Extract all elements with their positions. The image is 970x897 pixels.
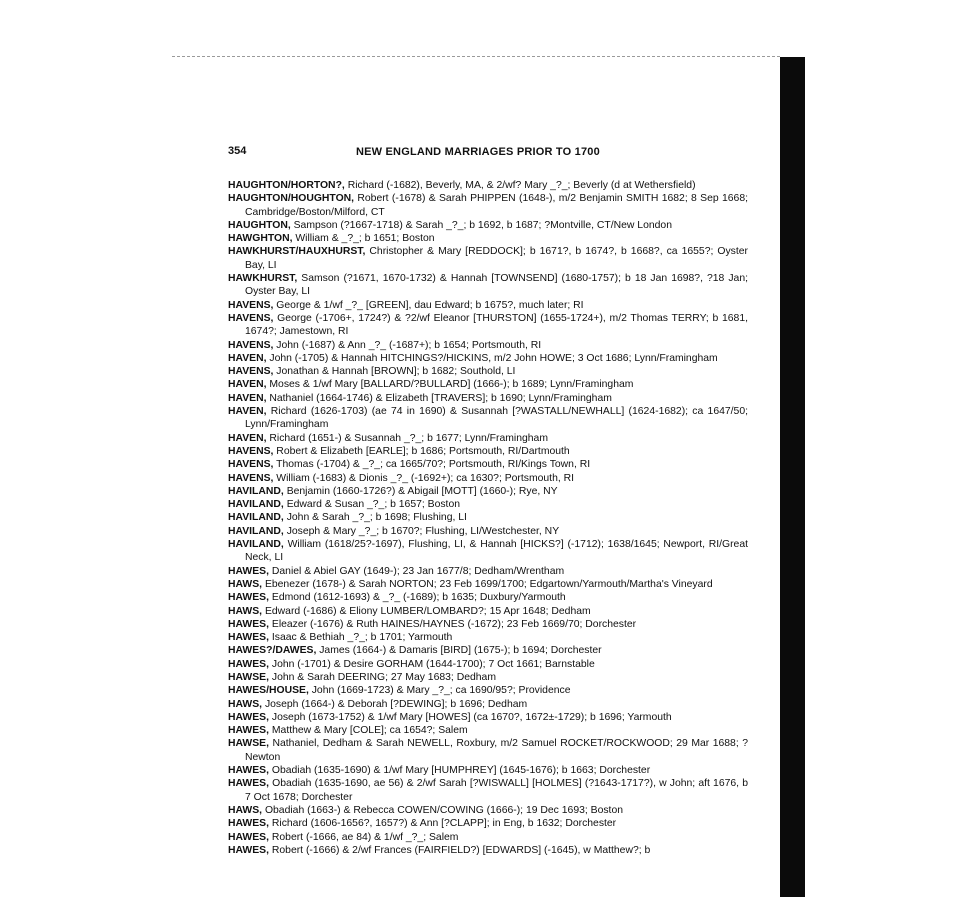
marriage-entry [228, 498, 748, 511]
marriage-entry [228, 405, 748, 432]
entry-surname: HAWES, [228, 592, 269, 604]
marriage-entry [228, 192, 748, 219]
entry-surname: HAVILAND, [228, 499, 284, 511]
entry-text: John (-1705) & Hannah HITCHINGS?/HICKINS, m/2 John HOWE; 3 Oct 1686; Lynn/Framingham [266, 352, 718, 364]
entry-surname: HAWES, [228, 725, 269, 737]
marriage-entry [228, 605, 748, 618]
entry-text: Edward (-1686) & Eliony LUMBER/LOMBARD?; 15 Apr 1648; Dedham [262, 605, 591, 617]
marriage-entry [228, 232, 748, 245]
marriage-entry [228, 245, 748, 272]
marriage-entry [228, 432, 748, 445]
marriage-entries [228, 179, 748, 857]
entry-surname: HAVENS, [228, 459, 274, 471]
scan-edge-shadow [780, 57, 805, 897]
entry-surname: HAWES, [228, 632, 269, 644]
marriage-entry [228, 737, 748, 764]
marriage-entry [228, 179, 748, 192]
marriage-entry [228, 392, 748, 405]
entry-text: Richard (1626-1703) (ae 74 in 1690) & Susannah [?WASTALL/NEWHALL] (1624-1682); ca 1647/50; Lynn/Framingham [245, 406, 748, 431]
entry-surname: HAWES, [228, 618, 269, 630]
entry-text: Nathaniel, Dedham & Sarah NEWELL, Roxbury, m/2 Samuel ROCKET/ROCKWOOD; 29 Mar 1688; ?Newton [245, 738, 748, 763]
entry-text: Robert (-1666, ae 84) & 1/wf _?_; Salem [269, 831, 459, 843]
entry-text: Robert (-1666) & 2/wf Frances (FAIRFIELD?) [EDWARDS] (-1645), w Matthew?; b [269, 844, 651, 856]
entry-surname: HAUGHTON, [228, 219, 291, 231]
entry-text: Joseph (1664-) & Deborah [?DEWING]; b 1696; Dedham [262, 698, 528, 710]
entry-surname: HAWES, [228, 565, 269, 577]
entry-text: Obadiah (1635-1690) & 1/wf Mary [HUMPHREY] (1645-1676); b 1663; Dorchester [269, 765, 651, 777]
entry-surname: HAVEN, [228, 432, 267, 444]
marriage-entry [228, 591, 748, 604]
entry-text: Isaac & Bethiah _?_; b 1701; Yarmouth [269, 632, 453, 644]
marriage-entry [228, 831, 748, 844]
marriage-entry [228, 644, 748, 657]
entry-text: Edward & Susan _?_; b 1657; Boston [283, 499, 460, 511]
entry-surname: HAVILAND, [228, 539, 284, 551]
marriage-entry [228, 578, 748, 591]
entry-surname: HAWS, [228, 804, 263, 816]
entry-text: Benjamin (1660-1726?) & Abigail [MOTT] (1660-); Rye, NY [283, 485, 558, 497]
entry-surname: HAWS, [228, 578, 263, 590]
marriage-entry [228, 472, 748, 485]
entry-surname: HAVILAND, [228, 485, 284, 497]
entry-surname: HAVEN, [228, 392, 267, 404]
entry-text: Eleazer (-1676) & Ruth HAINES/HAYNES (-1672); 23 Feb 1669/70; Dorchester [269, 618, 637, 630]
marriage-entry [228, 565, 748, 578]
entry-text: Richard (-1682), Beverly, MA, & 2/wf? Mary _?_; Beverly (d at Wethersfield) [344, 180, 696, 191]
marriage-entry [228, 631, 748, 644]
entry-text: Joseph (1673-1752) & 1/wf Mary [HOWES] (ca 1670?, 1672±-1729); b 1696; Yarmouth [269, 711, 672, 723]
marriage-entry [228, 352, 748, 365]
entry-surname: HAWES/HOUSE, [228, 685, 309, 697]
entry-text: Joseph & Mary _?_; b 1670?; Flushing, LI/Westchester, NY [283, 525, 560, 537]
entry-text: Ebenezer (1678-) & Sarah NORTON; 23 Feb 1699/1700; Edgartown/Yarmouth/Martha's Vineyard [262, 578, 713, 590]
entry-text: John (-1701) & Desire GORHAM (1644-1700); 7 Oct 1661; Barnstable [269, 658, 595, 670]
entry-text: William (1618/25?-1697), Flushing, LI, & Hannah [HICKS?] (-1712); 1638/1645; Newport, RI/Great Neck, LI [245, 539, 748, 564]
entry-text: Richard (1606-1656?, 1657?) & Ann [?CLAPP]; in Eng, b 1632; Dorchester [269, 818, 617, 830]
entry-surname: HAWES?/DAWES, [228, 645, 317, 657]
entry-surname: HAVILAND, [228, 525, 284, 537]
entry-text: Sampson (?1667-1718) & Sarah _?_; b 1692, b 1687; ?Montville, CT/New London [290, 219, 672, 231]
marriage-entry [228, 365, 748, 378]
entry-surname: HAVENS, [228, 339, 274, 351]
entry-surname: HAWKHURST/HAUXHURST, [228, 246, 366, 258]
marriage-entry [228, 339, 748, 352]
marriage-entry [228, 711, 748, 724]
marriage-entry [228, 525, 748, 538]
marriage-entry [228, 804, 748, 817]
marriage-entry [228, 618, 748, 631]
entry-text: Christopher & Mary [REDDOCK]; b 1671?, b 1674?, b 1668?, ca 1655?; Oyster Bay, LI [245, 246, 748, 271]
entry-surname: HAVEN, [228, 352, 267, 364]
entry-text: John (-1687) & Ann _?_ (-1687+); b 1654; Portsmouth, RI [273, 339, 542, 351]
marriage-entry [228, 698, 748, 711]
marriage-entry [228, 764, 748, 777]
marriage-entry [228, 817, 748, 830]
entry-surname: HAVENS, [228, 299, 274, 311]
entry-text: Edmond (1612-1693) & _?_ (-1689); b 1635; Duxbury/Yarmouth [269, 592, 566, 604]
entry-text: George & 1/wf _?_ [GREEN], dau Edward; b 1675?, much later; RI [273, 299, 584, 311]
entry-surname: HAWSE, [228, 671, 269, 683]
marriage-entry [228, 724, 748, 737]
entry-text: George (-1706+, 1724?) & ?2/wf Eleanor [THURSTON] (1655-1724+), m/2 Thomas TERRY; b 1681, 1674?; Jamestown, RI [245, 312, 748, 338]
marriage-entry [228, 445, 748, 458]
entry-surname: HAVEN, [228, 379, 267, 391]
page-header [228, 143, 748, 163]
entry-surname: HAWES, [228, 844, 269, 856]
entry-surname: HAUGHTON/HOUGHTON, [228, 193, 355, 205]
marriage-entry [228, 684, 748, 697]
entry-text: William & _?_; b 1651; Boston [292, 233, 435, 245]
page-title: NEW ENGLAND MARRIAGES PRIOR TO 1700 [356, 146, 600, 158]
entry-surname: HAWES, [228, 765, 269, 777]
entry-text: Obadiah (1663-) & Rebecca COWEN/COWING (1666-); 19 Dec 1693; Boston [262, 804, 624, 816]
entry-text: Nathaniel (1664-1746) & Elizabeth [TRAVERS]; b 1690; Lynn/Framingham [266, 392, 612, 404]
entry-text: Robert (-1678) & Sarah PHIPPEN (1648-), m/2 Benjamin SMITH 1682; 8 Sep 1668; Cambridge/Boston/Milford, CT [245, 193, 748, 218]
entry-surname: HAWES, [228, 778, 269, 790]
entry-text: Samson (?1671, 1670-1732) & Hannah [TOWNSEND] (1680-1757); b 18 Jan 1698?, ?18 Jan; Oyster Bay, LI [245, 273, 748, 298]
marriage-entry [228, 272, 748, 299]
entry-surname: HAVENS, [228, 366, 274, 378]
entry-text: Richard (1651-) & Susannah _?_; b 1677; Lynn/Framingham [266, 432, 548, 444]
entry-surname: HAWS, [228, 605, 263, 617]
entry-surname: HAWES, [228, 831, 269, 843]
page-number: 354 [228, 145, 247, 157]
entry-text: James (1664-) & Damaris [BIRD] (1675-); b 1694; Dorchester [316, 645, 602, 657]
marriage-entry [228, 312, 748, 339]
marriage-entry [228, 485, 748, 498]
marriage-entry [228, 658, 748, 671]
entry-text: John & Sarah _?_; b 1698; Flushing, LI [283, 512, 467, 524]
entry-surname: HAWES, [228, 711, 269, 723]
entry-text: Daniel & Abiel GAY (1649-); 23 Jan 1677/8; Dedham/Wrentham [269, 565, 565, 577]
marriage-entry [228, 671, 748, 684]
entry-surname: HAVENS, [228, 312, 274, 324]
entry-text: Matthew & Mary [COLE]; ca 1654?; Salem [269, 725, 468, 737]
entry-text: Moses & 1/wf Mary [BALLARD/?BULLARD] (1666-); b 1689; Lynn/Framingham [266, 379, 634, 391]
entry-surname: HAWS, [228, 698, 263, 710]
entry-surname: HAVILAND, [228, 512, 284, 524]
marriage-entry [228, 538, 748, 565]
marriage-entry [228, 378, 748, 391]
marriage-entry [228, 299, 748, 312]
entry-surname: HAWGHTON, [228, 233, 293, 245]
entry-text: Obadiah (1635-1690, ae 56) & 2/wf Sarah [?WISWALL] [HOLMES] (?1643-1717?), w John; aft 1676, b 7 Oct 1678; Dorchester [245, 778, 748, 803]
marriage-entry [228, 219, 748, 232]
entry-surname: HAWES, [228, 658, 269, 670]
entry-text: William (-1683) & Dionis _?_ (-1692+); ca 1630?; Portsmouth, RI [273, 472, 575, 484]
entry-text: John & Sarah DEERING; 27 May 1683; Dedham [269, 671, 496, 683]
entry-surname: HAVEN, [228, 406, 267, 418]
marriage-entry [228, 844, 748, 857]
document-page [228, 143, 748, 856]
entry-surname: HAVENS, [228, 445, 274, 457]
marriage-entry [228, 777, 748, 804]
entry-text: John (1669-1723) & Mary _?_; ca 1690/95?; Providence [308, 685, 571, 697]
entry-surname: HAUGHTON/HORTON?, [228, 180, 345, 191]
entry-text: Thomas (-1704) & _?_; ca 1665/70?; Portsmouth, RI/Kings Town, RI [273, 459, 591, 471]
marriage-entry [228, 511, 748, 524]
entry-text: Robert & Elizabeth [EARLE]; b 1686; Portsmouth, RI/Dartmouth [273, 445, 570, 457]
entry-surname: HAWES, [228, 818, 269, 830]
entry-surname: HAWKHURST, [228, 273, 298, 285]
marriage-entry [228, 458, 748, 471]
dashed-rule [172, 56, 780, 57]
entry-text: Jonathan & Hannah [BROWN]; b 1682; Southold, LI [273, 366, 516, 378]
entry-surname: HAWSE, [228, 738, 269, 750]
entry-surname: HAVENS, [228, 472, 274, 484]
